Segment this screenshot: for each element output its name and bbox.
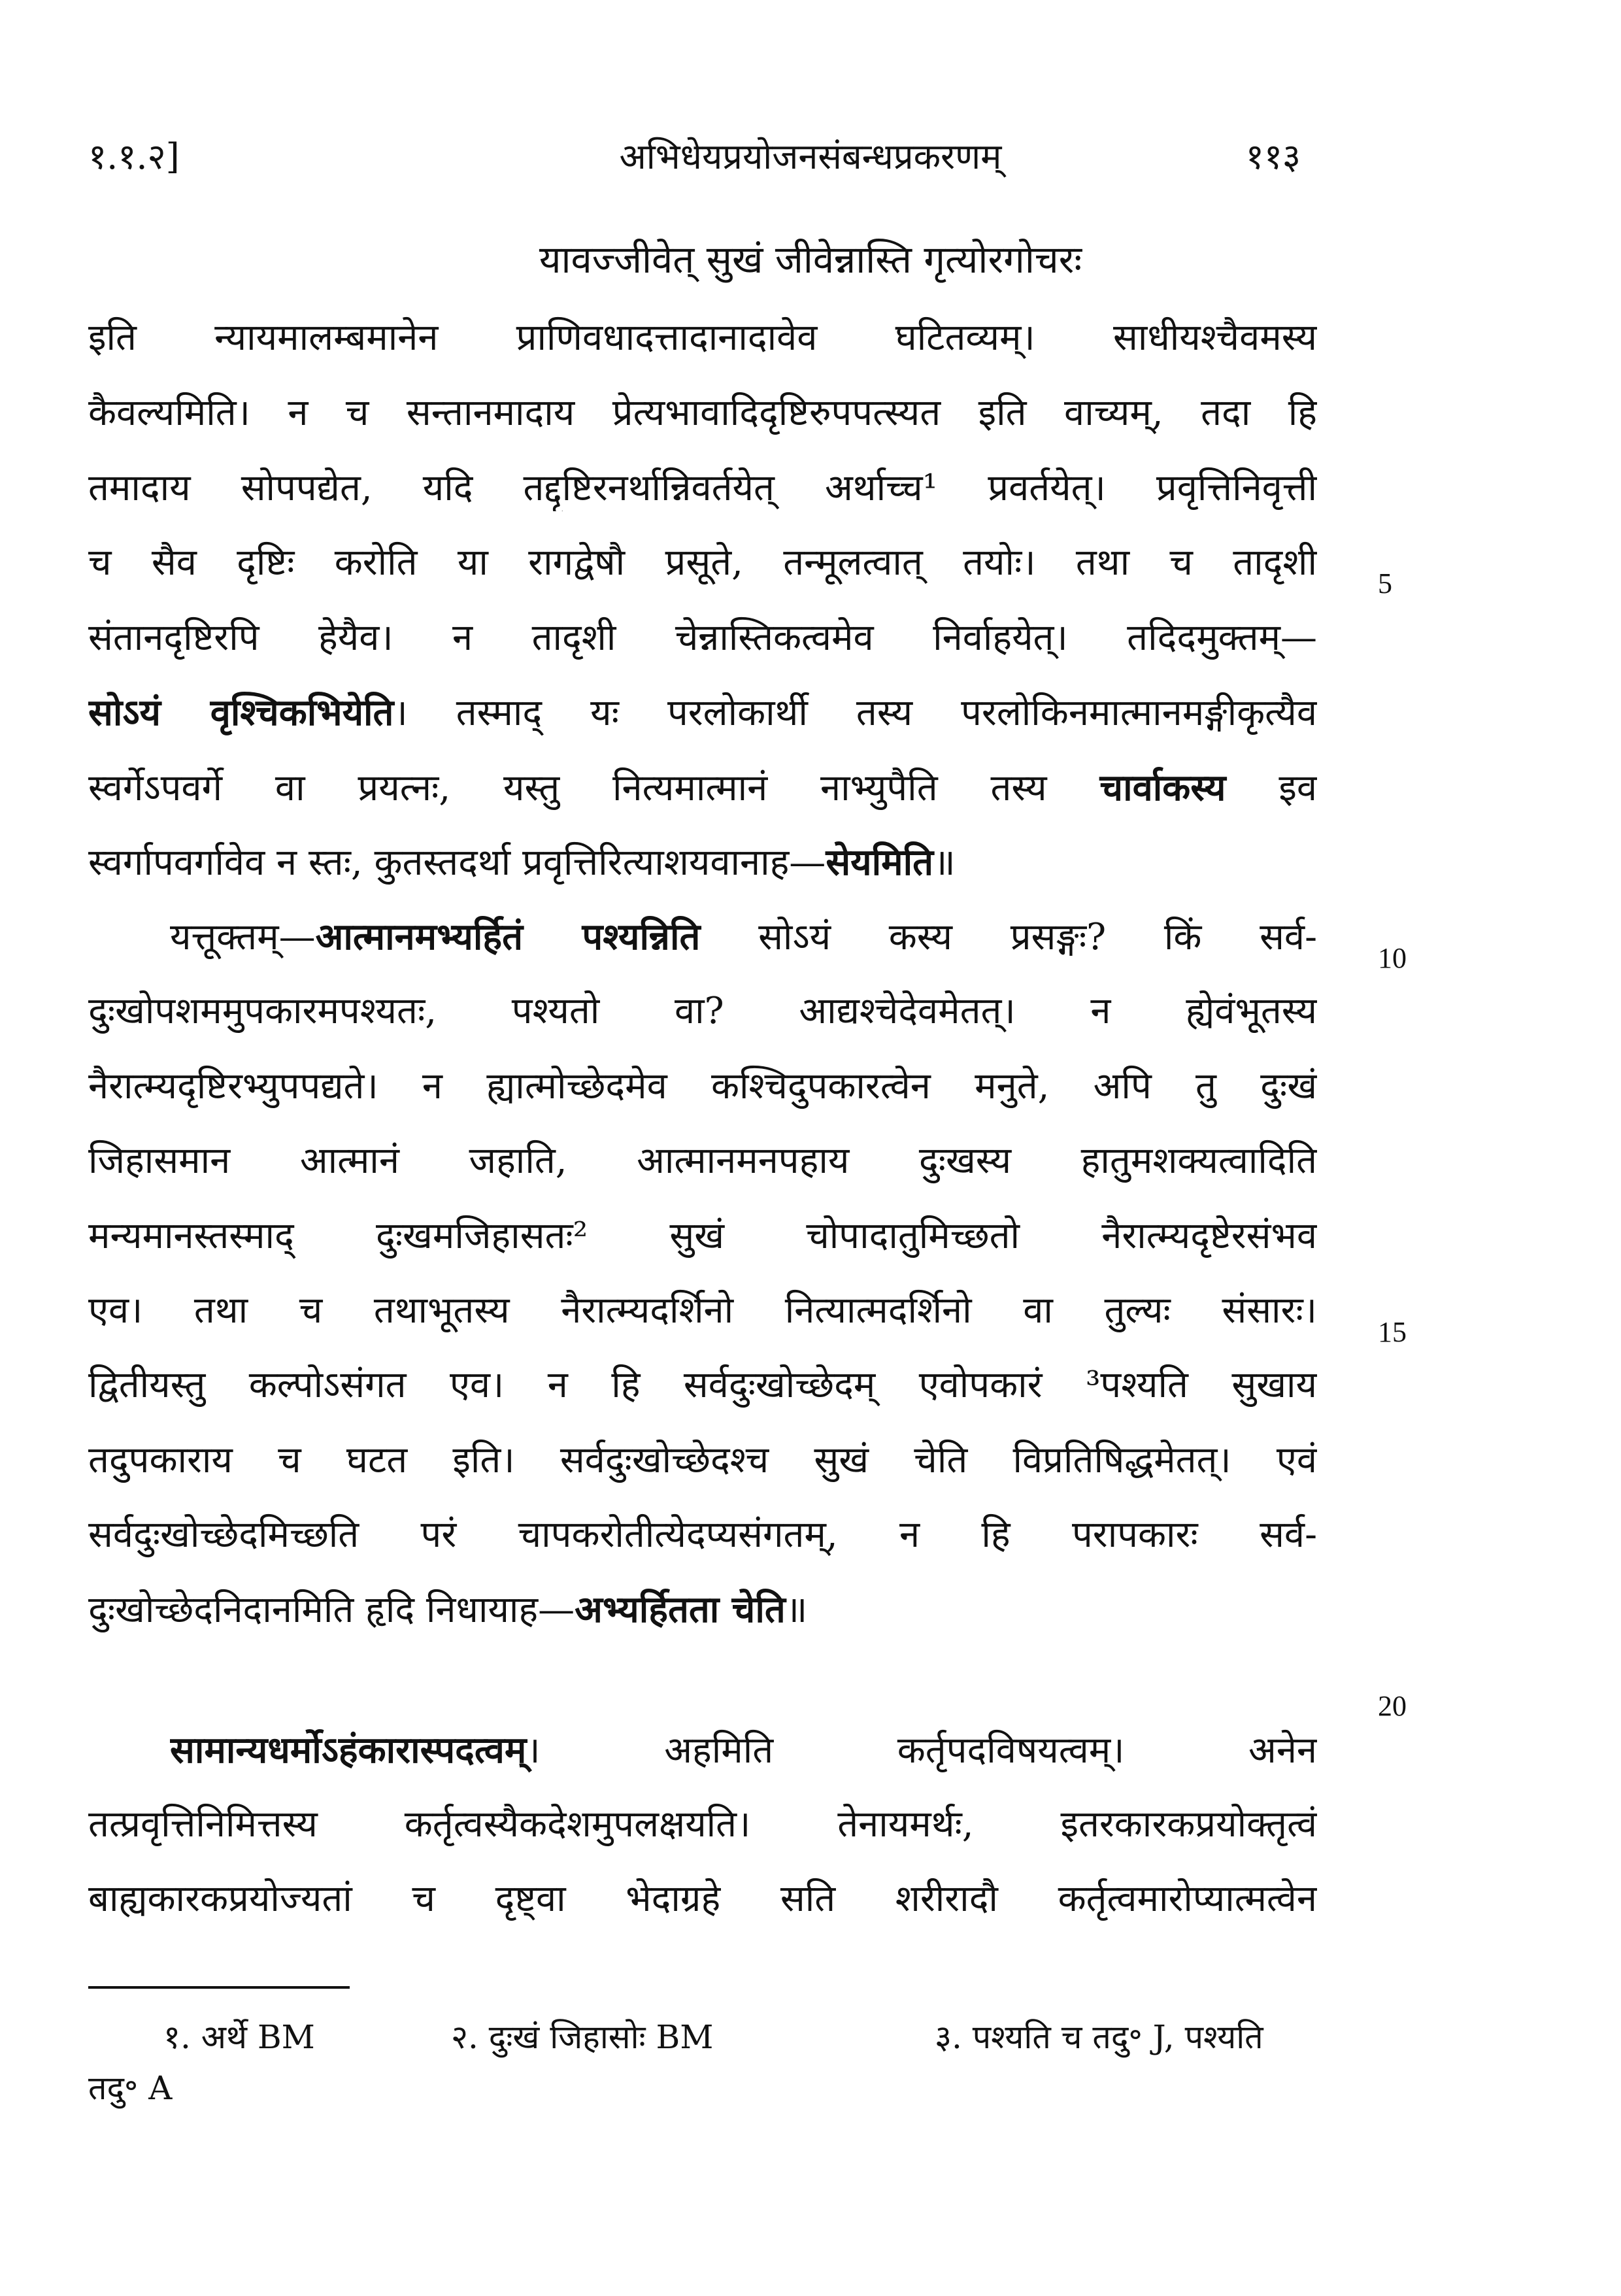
- text-line-3: तमादाय सोपपद्येत, यदि तद्दृष्टिरनर्थान्निवर्तयेत् अर्थाच्च¹ प्रवर्तयेत्। प्रवृत्तिनिवृत्ती: [88, 467, 1317, 509]
- footnote-3: ३. पश्यति च तदु॰ J, पश्यति: [935, 2018, 1263, 2056]
- bold-lemma: अभ्यर्हितता चेति: [575, 1588, 786, 1631]
- text-line-13: मन्यमानस्तस्माद् दुःखमजिहासतः² सुखं चोपादातुमिच्छतो नैरात्म्यदृष्टेरसंभव: [88, 1215, 1317, 1257]
- running-title: अभिधेयप्रयोजनसंबन्धप्रकरणम्: [619, 136, 1002, 177]
- text-line-14: एव। तथा च तथाभूतस्य नैरात्म्यदर्शिनो नित्यात्मदर्शिनो वा तुल्यः संसारः।: [88, 1289, 1317, 1332]
- text-line-10: दुःखोपशममुपकारमपश्यतः, पश्यतो वा? आद्यश्चेदेवमेतत्। न ह्येवंभूतस्य: [88, 990, 1317, 1032]
- text-line-15: द्वितीयस्तु कल्पोऽसंगत एव। न हि सर्वदुःखोच्छेदम् एवोपकारं ³पश्यति सुखाय: [88, 1364, 1317, 1406]
- section-reference: १.१.२]: [88, 136, 180, 177]
- bold-lemma: चार्वाकस्य: [1099, 766, 1226, 809]
- page-number: ११३: [1245, 136, 1301, 177]
- text-line-1: इति न्यायमालम्बमानेन प्राणिवधादत्तादानादावेव घटितव्यम्। साधीयश्चैवमस्य: [88, 316, 1317, 359]
- text-line-2: कैवल्यमिति। न च सन्तानमादाय प्रेत्यभावादिदृष्टिरुपपत्स्यत इति वाच्यम्, तदा हि: [88, 392, 1317, 434]
- text-line-6: सोऽयं वृश्चिकभियेति। तस्माद् यः परलोकार्थी तस्य परलोकिनमात्मानमङ्गीकृत्यैव: [88, 691, 1317, 734]
- footnote-1: १. अर्थे BM: [163, 2018, 315, 2056]
- line-number-10: 10: [1378, 942, 1407, 974]
- line-number-15: 15: [1378, 1316, 1407, 1348]
- text-line-8: स्वर्गापवर्गावेव न स्तः, कुतस्तदर्था प्रवृत्तिरित्याशयवानाह—सेयमिति॥: [88, 841, 956, 884]
- text-line-4: च सैव दृष्टिः करोति या रागद्वेषौ प्रसूते, तन्मूलत्वात् तयोः। तथा च तादृशी: [88, 541, 1317, 584]
- text-line-19: सामान्यधर्मोऽहंकारास्पदत्वम्। अहमिति कर्तृपदविषयत्वम्। अनेन: [170, 1729, 1317, 1772]
- footnote-3-continued: तदु॰ A: [88, 2069, 173, 2107]
- text-line-9: यत्तूक्तम्—आत्मानमभ्यर्हितं पश्यन्निति सोऽयं कस्य प्रसङ्गः? किं सर्व-: [170, 915, 1317, 958]
- text-line-11: नैरात्म्यदृष्टिरभ्युपपद्यते। न ह्यात्मोच्छेदमेव कश्चिदुपकारत्वेन मनुते, अपि तु दुःखं: [88, 1065, 1317, 1107]
- text-line-17: सर्वदुःखोच्छेदमिच्छति परं चापकरोतीत्येदप्यसंगतम्, न हि परापकारः सर्व-: [88, 1513, 1317, 1556]
- text-line-18: दुःखोच्छेदनिदानमिति हृदि निधायाह—अभ्यर्हितता चेति॥: [88, 1588, 808, 1631]
- text-line-12: जिहासमान आत्मानं जहाति, आत्मानमनपहाय दुःखस्य हातुमशक्यत्वादिति: [88, 1140, 1317, 1182]
- bold-lemma: आत्मानमभ्यर्हितं पश्यन्निति: [315, 915, 701, 958]
- text-line-5: संतानदृष्टिरपि हेयैव। न तादृशी चेन्नास्तिकत्वमेव निर्वाहयेत्। तदिदमुक्तम्—: [88, 616, 1317, 659]
- bold-lemma: सामान्यधर्मोऽहंकारास्पदत्वम्: [170, 1729, 527, 1772]
- line-number-20: 20: [1378, 1690, 1407, 1722]
- text-line-16: तदुपकाराय च घटत इति। सर्वदुःखोच्छेदश्च सुखं चेति विप्रतिषिद्धमेतत्। एवं: [88, 1439, 1317, 1481]
- text-line-7: स्वर्गेऽपवर्गे वा प्रयत्नः, यस्तु नित्यमात्मानं नाभ्युपैति तस्य चार्वाकस्य इव: [88, 766, 1317, 809]
- text-line-20: तत्प्रवृत्तिनिमित्तस्य कर्तृत्वस्यैकदेशमुपलक्षयति। तेनायमर्थः, इतरकारकप्रयोक्तृत्वं: [88, 1803, 1317, 1846]
- footnote-2: २. दुःखं जिहासोः BM: [451, 2018, 714, 2056]
- bold-lemma: सेयमिति: [826, 841, 934, 884]
- bold-lemma: सोऽयं वृश्चिकभियेति: [88, 691, 394, 734]
- text-line-21: बाह्यकारकप्रयोज्यतां च दृष्ट्वा भेदाग्रहे सति शरीरादौ कर्तृत्वमारोप्यात्मत्वेन: [88, 1878, 1317, 1920]
- line-number-5: 5: [1378, 567, 1392, 599]
- verse-line: यावज्जीवेत् सुखं जीवेन्नास्ति गृत्योरगोचरः: [539, 237, 1082, 282]
- footnote-separator: [88, 1986, 350, 1989]
